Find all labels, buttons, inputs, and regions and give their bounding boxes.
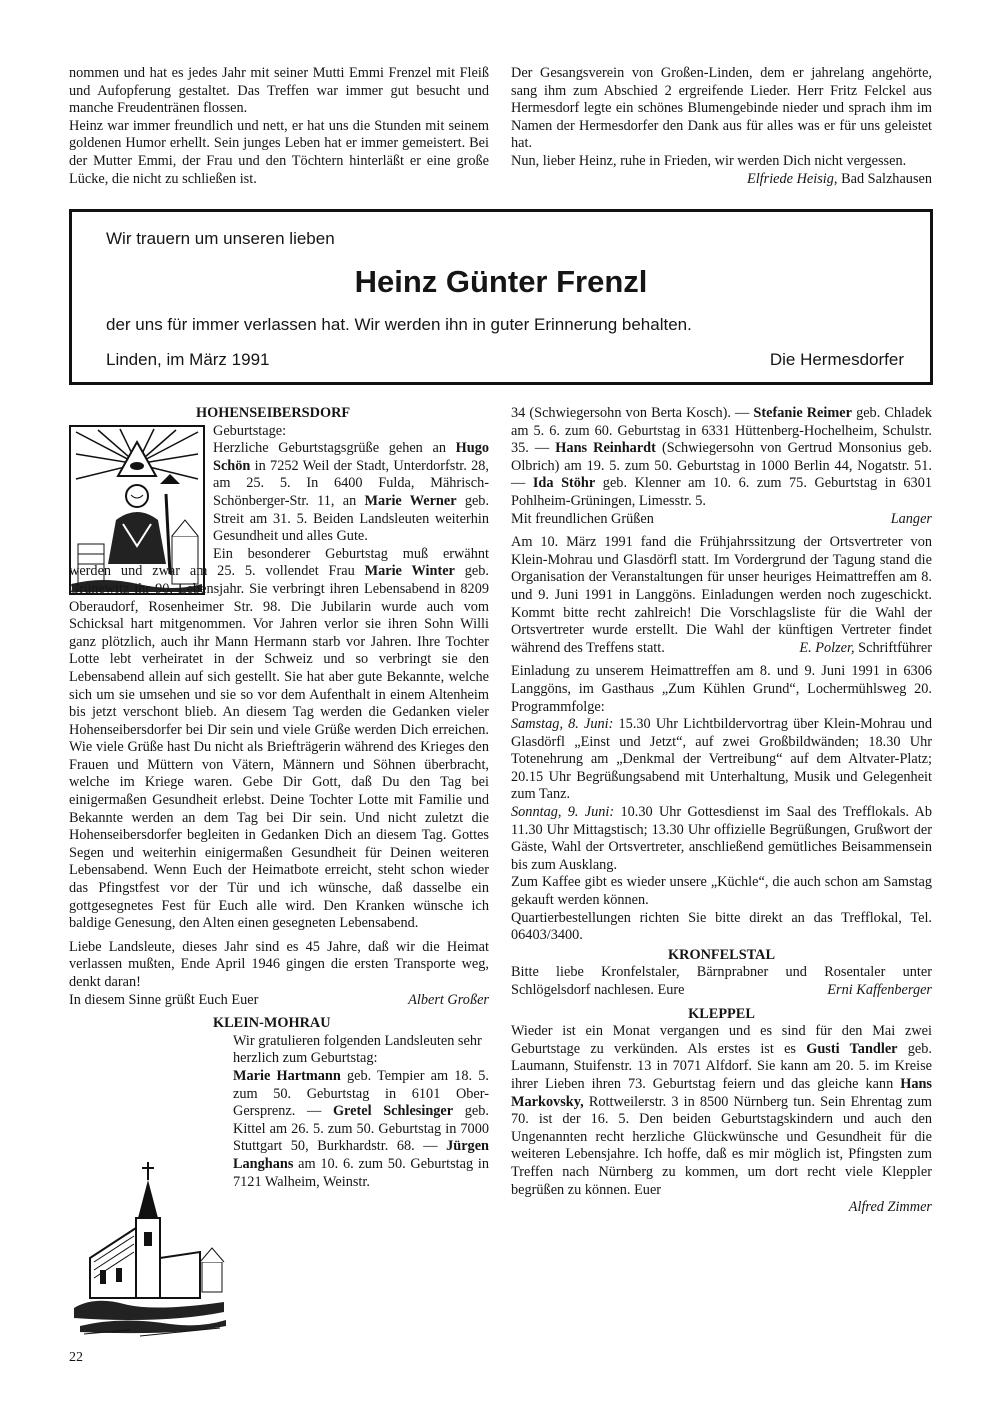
signature (511, 171, 932, 189)
signature: Mit freundlichen Grüßen Langer (511, 510, 932, 527)
person-name: Hans Markovsky, (511, 1075, 932, 1110)
paragraph: Nun, lieber Heinz, ruhe in Frieden, wir werden Dich nicht vergessen. (511, 152, 907, 169)
section-heading: KLEPPEL (688, 1005, 755, 1022)
person-name: Marie Werner (364, 492, 457, 509)
paragraph: nommen und hat es jedes Jahr mit seiner Mutti Emmi Frenzel mit Fleiß und Aufopferung gestaltet. Das Treffen war immer gut besucht und manche Freudentränen flossen. (69, 65, 489, 117)
section-heading: KRONFELSTAL (668, 946, 775, 963)
paragraph: 34 (Schwiegersohn von Berta Kosch). — Stefanie Reimer geb. Chladek am 5. 6. zum 60. Geburtstag in 6331 Hüttenberg-Hochelheim, Schulstr. 35. — Hans Reinhardt (Schwiegersohn von Gertrud Monsonius geb. Olbrich) am 19. 5. zum 50. Geburtstag in 1000 Berlin 44, Nogatstr. 51. — Ida Stöhr geb. Klenner am 10. 6. zum 75. Geburtstag in 6301 Pohlheim-Grüningen, Limesstr. 5. (511, 405, 933, 509)
paragraph: Heinz war immer freundlich und nett, er hat uns die Stunden mit seinem goldenen Humor erhellt. Sein junges Leben hat er immer gemeistert. Bei der Mutter Emmi, der Frau und den Töchtern hinterläßt er eine große Lücke, die nicht zu schließen ist. (69, 117, 489, 187)
signature: In diesem Sinne grüßt Euch Euer Albert Großer (69, 991, 489, 1008)
obituary-intro: Wir trauern um unseren lieben (106, 229, 335, 248)
paragraph: Wir gratulieren folgenden Landsleuten sehr herzlich zum Geburtstag: (233, 1032, 482, 1067)
author-name: Elfriede Heisig, (746, 170, 838, 187)
obituary-place-date: Linden, im März 1991 (106, 350, 270, 369)
paragraph: Sonntag, 9. Juni: 10.30 Uhr Gottesdienst im Saal des Trefflokals. Ab 11.30 Uhr Mittagstisch; 13.30 Uhr offizielle Begrüßungen, Grußwort der Gäste, Wahl der Ortsvertreter, anschließend gemütliches Beisammensein bis zum Ausklang. (511, 804, 933, 873)
paragraph: Herzliche Geburtstagsgrüße gehen an Hugo Schön in 7252 Weil der Stadt, Unterdorfstr. 28, am 25. 5. In 6400 Fulda, Mährisch-Schönberger-Str. 11, an Marie Werner geb. Streit am 31. 5. Beiden Landsleuten weiterhin Gesundheit und alles Gute. (213, 440, 490, 545)
person-name: Gretel Schlesinger (332, 1103, 454, 1120)
section-subheading: Geburtstage: (213, 422, 287, 439)
person-name: Hans Reinhardt (555, 440, 656, 457)
section-hohenseibersdorf (69, 405, 489, 1009)
section-kronfelstal (511, 947, 932, 1000)
section-kleppel (511, 1006, 932, 1217)
section-body (213, 423, 489, 546)
top-left-column (69, 65, 489, 188)
right-lower-column (511, 405, 932, 1217)
paragraph: Quartierbestellungen richten Sie bitte direkt an das Trefflokal, Tel. 06403/3400. (511, 909, 932, 944)
paragraph: Einladung zu unserem Heimattreffen am 8. und 9. Juni 1991 in 6306 Langgöns, im Gasthaus „Zum Kühlen Grund“, Lochermühlsweg 20. Programmfolge: (511, 663, 932, 715)
obituary-box (69, 209, 933, 385)
person-name: Jürgen Langhans (233, 1138, 489, 1172)
section-heading: KLEIN-MOHRAU (213, 1015, 331, 1032)
person-name: Ida Stöhr (532, 475, 596, 492)
paragraph: Der Gesangsverein von Großen-Linden, dem er jahrelang angehörte, sang ihm zum Abschied 2 ergreifende Lieder. Herr Fritz Felckel aus Hermesdorf legte ein schönes Blumengebinde nieder und sprach ihm im Namen der Hermesdorfer den Dank aus für alles was er für uns geleistet hat. (511, 65, 932, 152)
day-label: Samstag, 8. Juni: (511, 716, 614, 733)
section-klein-mohrau (69, 1015, 489, 1191)
paragraph: Am 10. März 1991 fand die Frühjahrssitzung der Ortsvertreter von Klein-Mohrau und Glasdörfl statt. Im Vordergrund der Tagung stand die Organisation der Veranstaltungen für unser heuriges Heimattreffen am 8. und 9. Juni 1991 in Langgöns. Einladungen werden noch zugeschickt. Kommt bitte recht zahlreich! Die Vorschlagsliste für die Wahl der Ortsvertreter wurde erstellt. Die Wahl der künftigen Vertreter findet während des Treffens statt. (511, 534, 932, 656)
author-place: Bad Salzhausen (841, 170, 932, 187)
person-name: Marie Winter (364, 563, 455, 580)
paragraph: Bitte liebe Kronfelstaler, Bärnprabner und Rosentaler unter Schlögelsdorf nachlesen. Eure (511, 964, 932, 998)
obituary-from: Die Hermesdorfer (769, 350, 904, 369)
page-number: 22 (69, 1350, 83, 1365)
author-name: Langer (890, 510, 932, 527)
signature (511, 1199, 932, 1217)
signature: E. Polzer, Schriftführer (799, 639, 932, 656)
section-body (233, 1033, 489, 1191)
person-name: Hugo Schön (213, 440, 490, 474)
author-name: Albert Großer (408, 991, 489, 1008)
person-name: Gusti Tandler (806, 1040, 898, 1057)
paragraph: Ein besonderer Geburtstag muß erwähnt werden und zwar am 25. 5. vollendet Frau Marie Winter geb. Grünewitz ihr 90. Lebensjahr. Sie verbringt ihren Lebensabend in 8209 Oberaudorf, Rosenheimer Str. 98. Die Jubilarin wurde auch vom Schicksal hart mitgenommen. Vor Jahren verlor sie ihren Sohn Willi ganz plötzlich, auch ihr Mann Hermann starb vor Jahren. Ihre Tochter Lotte lebt verheiratet in der Schweiz und so verbringt sie den Lebensabend allein auf sich gestellt. Sie hat aber gute Bekannte, welche sich um sie umsehen und sie so vor dem Aufenthalt in einem Altenheim bis jetzt verschont blieb. An diesem Tag werden die Gedanken vieler Hohenseibersdorfer bei Dir sein und viele Grüße werden Dich erreichen. Wie viele Grüße hast Du nicht als Briefträgerin während des Krieges den Frauen und Müttern von Vätern, Männern und Söhnen überbracht, welche im Kriege waren. Gebe Dir Gott, daß Du den Tag bei einigermaßen Gesundheit erlebst. Deine Tochter Lotte mit Familie und Bekannte werden an dem Tag bei Dir sein. Und nicht zuletzt die Hohenseibersdorfer begleiten in Gedanken Dich an diesem Tag. Gottes Segen und weiterhin einigermaßen Gesundheit für Deinen weiteren Lebensabend. Wenn Euch der Heimatbote erreicht, steht schon wieder das Pfingstfest vor der Tür und ich wünsche, daß dasselbe ein gottgesegnetes Fest für Euch alle wird. Den Kranken wünsche ich baldige Genesung, den Alten einen gesegneten Lebensabend. (69, 545, 489, 932)
person-name: Stefanie Reimer (753, 405, 852, 421)
paragraph: Marie Hartmann geb. Tempier am 18. 5. zum 50. Geburtstag in 6101 Ober-Gersprenz. — Gretel Schlesinger geb. Kittel am 26. 5. zum 50. Geburtstag in 7000 Stuttgart 50, Burkhardstr. 68. — Jürgen Langhans am 10. 6. zum 50. Geburtstag in 7121 Walheim, Weinstr. (233, 1067, 490, 1190)
paragraph: Liebe Landsleute, dieses Jahr sind es 45 Jahre, daß wir die Heimat verlassen mußten, Ende April 1946 gingen die ersten Transporte weg, denkt daran! (69, 938, 489, 990)
obituary-name: Heinz Günter Frenzl (354, 264, 648, 299)
paragraph: Zum Kaffee gibt es wieder unsere „Küchle“, die auch schon am Samstag gekauft werden können. (511, 874, 932, 909)
section-heading: HOHENSEIBERSDORF (196, 405, 351, 421)
author-name: E. Polzer, (799, 639, 855, 656)
paragraph: Wieder ist ein Monat vergangen und es sind für den Mai zwei Geburtstage zu verkünden. Als erstes ist es Gusti Tandler geb. Laumann, Stuifenstr. 13 in 7071 Alfdorf. Sie kann am 20. 5. im Kreise ihrer Lieben ihren 73. Geburtstag feiern und das gleiche kann Hans Markovsky, Rottweilerstr. 3 in 8500 Nürnberg tun. Sein Ehrentag zum 70. ist der 16. 5. Den beiden Geburtstagskindern und auch den Ungenannten recht herzliche Glückwünsche und Gesundheit für die weiteren Lebensjahre. Ich hoffe, daß es mir möglich ist, Pfingsten zum Treffen nach Nürnberg zu kommen, um dort recht viele Kleppler begrüßen zu können. Euer (511, 1023, 932, 1198)
left-lower-column (69, 405, 489, 1191)
top-right-column (511, 65, 932, 188)
person-name: Marie Hartmann (233, 1067, 341, 1084)
author-name: Erni Kaffenberger (827, 982, 932, 998)
author-name: Alfred Zimmer (848, 1199, 932, 1216)
day-label: Sonntag, 9. Juni: (511, 804, 615, 821)
obituary-text: der uns für immer verlassen hat. Wir werden ihn in guter Erinnerung behalten. (106, 315, 692, 334)
paragraph: Samstag, 8. Juni: 15.30 Uhr Lichtbildervortrag über Klein-Mohrau und Glasdörfl „Einst und Jetzt“, auf zwei Großbildwänden; 18.30 Uhr Totenehrung am „Denkmal der Vertreibung“ auf dem Altvater-Platz; 20.15 Uhr Begrüßungsabend mit Unterhaltung, Musik und Gelegenheit zum Tanz. (511, 716, 933, 803)
